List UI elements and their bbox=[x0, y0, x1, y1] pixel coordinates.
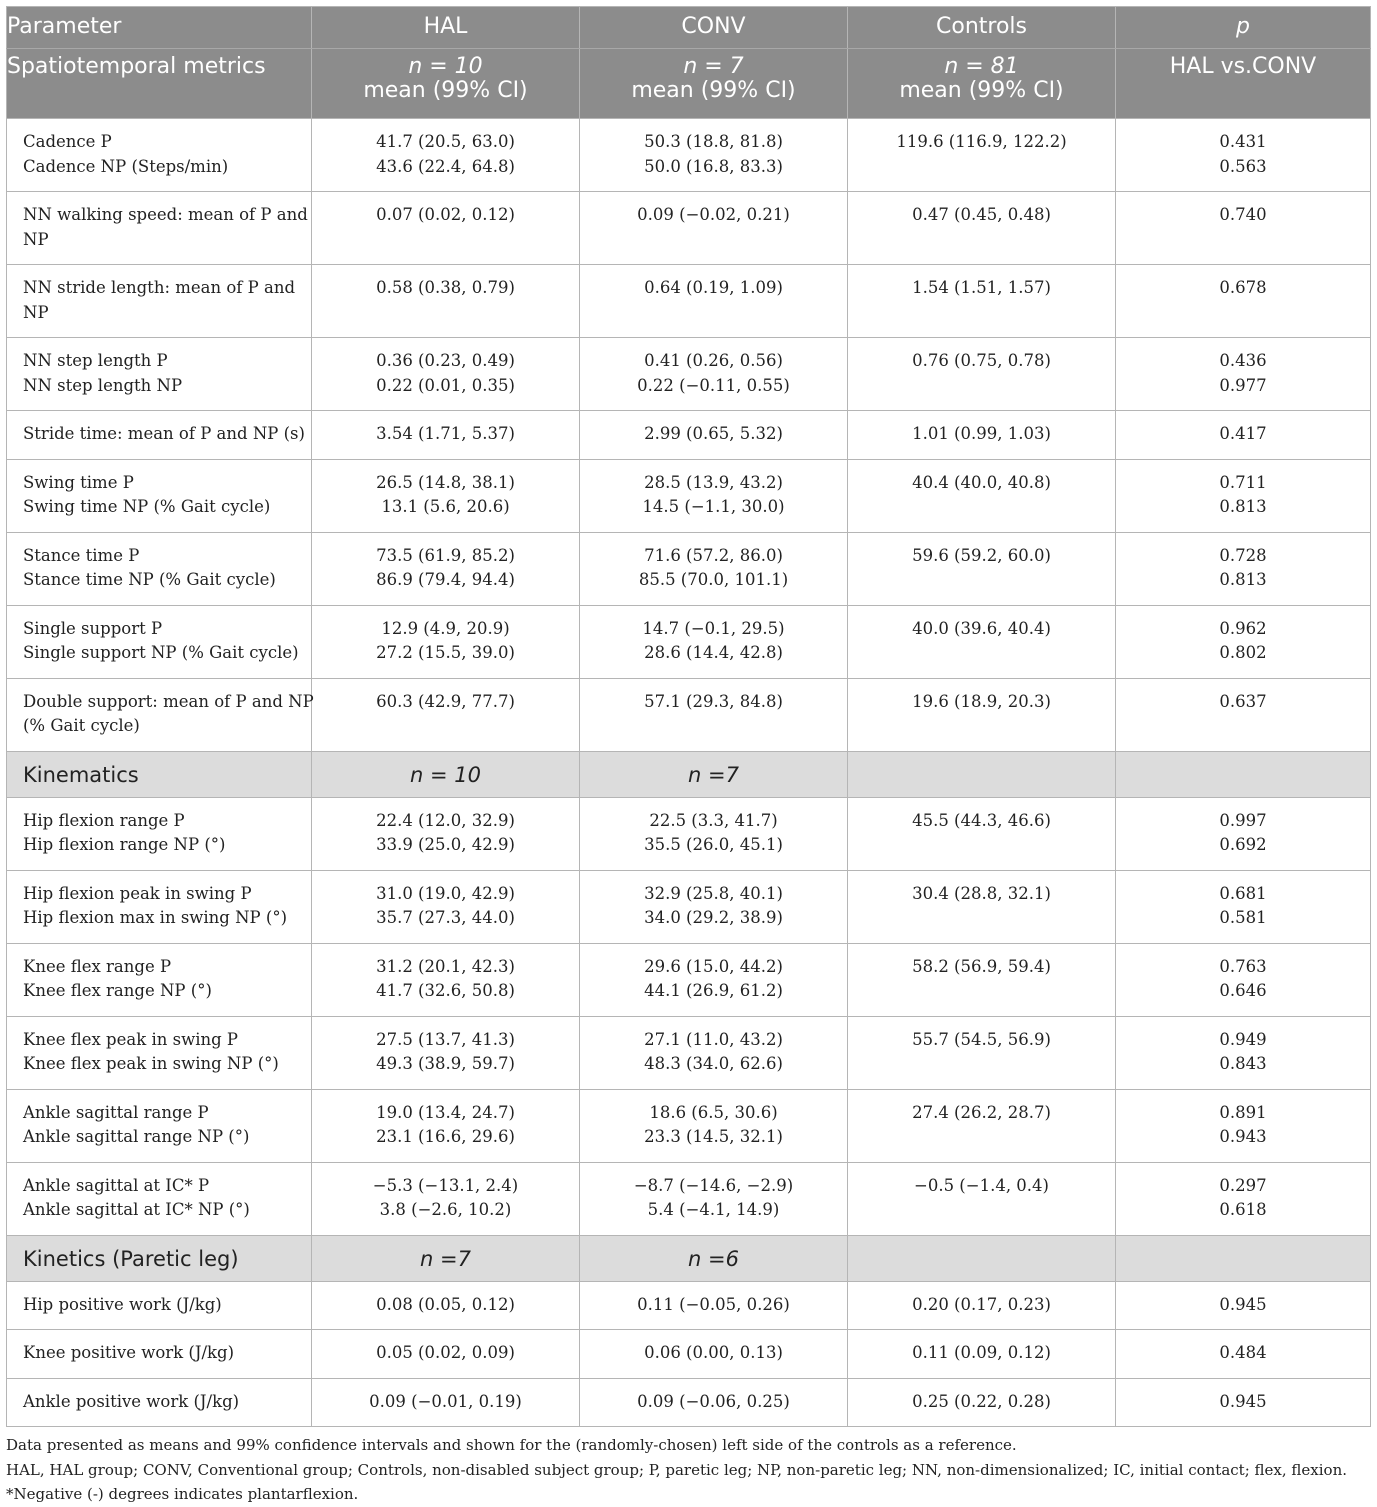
p-value: 0.945 bbox=[1219, 1294, 1267, 1314]
param-value: Single support P bbox=[23, 618, 163, 638]
conv-value: 0.22 (−0.11, 0.55) bbox=[637, 375, 790, 395]
hal-cell bbox=[312, 411, 580, 460]
param-cell bbox=[7, 605, 312, 678]
hal-cell bbox=[312, 797, 580, 870]
hal-value: 35.7 (27.3, 44.0) bbox=[376, 908, 515, 927]
table-row bbox=[7, 1162, 1371, 1235]
param-value: NP bbox=[23, 302, 49, 322]
table-notes bbox=[6, 1433, 1370, 1507]
conv-value: 85.5 (70.0, 101.1) bbox=[638, 570, 789, 589]
p-cell bbox=[1116, 1378, 1371, 1427]
controls-value: 119.6 (116.9, 122.2) bbox=[896, 132, 1067, 151]
hal-value: 26.5 (14.8, 38.1) bbox=[376, 472, 515, 492]
param-value: Ankle positive work (J/kg) bbox=[23, 1391, 240, 1411]
header-section-spatiotemporal: Spatiotemporal metrics bbox=[7, 49, 312, 119]
param-cell bbox=[7, 338, 312, 411]
hal-cell bbox=[312, 678, 580, 751]
p-value: 0.728 bbox=[1219, 545, 1267, 565]
param-cell bbox=[7, 192, 312, 265]
conv-cell bbox=[580, 943, 848, 1016]
param-value: Hip flexion range NP (°) bbox=[23, 835, 226, 854]
header-controls-stats bbox=[848, 49, 1116, 119]
hal-value: 19.0 (13.4, 24.7) bbox=[376, 1102, 515, 1122]
hal-value: 22.4 (12.0, 32.9) bbox=[376, 810, 515, 830]
param-value: Stance time NP (% Gait cycle) bbox=[23, 570, 276, 589]
hal-value: 0.05 (0.02, 0.09) bbox=[376, 1343, 515, 1362]
conv-value: 0.64 (0.19, 1.09) bbox=[644, 278, 783, 297]
conv-value: 23.3 (14.5, 32.1) bbox=[644, 1127, 783, 1146]
p-value: 0.637 bbox=[1219, 691, 1267, 711]
hal-cell bbox=[312, 870, 580, 943]
p-value: 0.813 bbox=[1219, 497, 1267, 516]
hal-value: 12.9 (4.9, 20.9) bbox=[381, 618, 510, 638]
p-cell bbox=[1116, 1162, 1371, 1235]
controls-cell bbox=[848, 119, 1116, 192]
conv-value: 0.06 (0.00, 0.13) bbox=[644, 1343, 783, 1362]
p-value: 0.436 bbox=[1219, 351, 1267, 370]
param-cell bbox=[7, 1016, 312, 1089]
param-value: Hip flexion max in swing NP (°) bbox=[23, 908, 288, 927]
section-kinetics bbox=[7, 1235, 1371, 1281]
p-value: 0.646 bbox=[1219, 981, 1267, 1000]
controls-cell bbox=[848, 605, 1116, 678]
table-row bbox=[7, 1330, 1371, 1379]
p-value: 0.962 bbox=[1219, 618, 1267, 638]
p-cell bbox=[1116, 192, 1371, 265]
conv-value: 0.11 (−0.05, 0.26) bbox=[637, 1294, 790, 1314]
param-value: NN step length P bbox=[23, 351, 168, 370]
conv-cell bbox=[580, 265, 848, 338]
conv-value: 14.7 (−0.1, 29.5) bbox=[642, 618, 785, 638]
table-row bbox=[7, 605, 1371, 678]
hal-value: 27.5 (13.7, 41.3) bbox=[376, 1029, 515, 1049]
param-cell bbox=[7, 678, 312, 751]
table-row bbox=[7, 943, 1371, 1016]
controls-cell bbox=[848, 532, 1116, 605]
param-value: Single support NP (% Gait cycle) bbox=[23, 643, 299, 662]
conv-cell bbox=[580, 605, 848, 678]
hal-cell bbox=[312, 532, 580, 605]
p-value: 0.681 bbox=[1219, 883, 1267, 903]
conv-cell bbox=[580, 532, 848, 605]
p-cell bbox=[1116, 1281, 1371, 1330]
param-value: (% Gait cycle) bbox=[23, 716, 140, 735]
param-value: Stride time: mean of P and NP (s) bbox=[23, 424, 305, 443]
p-value: 0.943 bbox=[1219, 1127, 1267, 1146]
hal-value: 0.07 (0.02, 0.12) bbox=[376, 205, 515, 224]
conv-value: 57.1 (29.3, 84.8) bbox=[644, 691, 783, 711]
p-value: 0.692 bbox=[1219, 835, 1267, 854]
table-row bbox=[7, 192, 1371, 265]
table-row bbox=[7, 119, 1371, 192]
hal-value: 3.8 (−2.6, 10.2) bbox=[379, 1200, 512, 1219]
controls-value: 0.76 (0.75, 0.78) bbox=[912, 351, 1051, 370]
hal-cell bbox=[312, 192, 580, 265]
p-value: 0.891 bbox=[1219, 1102, 1267, 1122]
hal-stat: mean (99% CI) bbox=[363, 78, 528, 103]
p-cell bbox=[1116, 1089, 1371, 1162]
conv-value: 0.09 (−0.06, 0.25) bbox=[637, 1391, 790, 1411]
section-kinematics bbox=[7, 751, 1371, 797]
p-value: 0.949 bbox=[1219, 1029, 1267, 1049]
param-cell bbox=[7, 1162, 312, 1235]
conv-cell bbox=[580, 870, 848, 943]
controls-value: 0.47 (0.45, 0.48) bbox=[912, 205, 1051, 224]
param-value: Hip positive work (J/kg) bbox=[23, 1294, 222, 1314]
controls-value: 30.4 (28.8, 32.1) bbox=[912, 883, 1051, 903]
controls-cell bbox=[848, 1330, 1116, 1379]
p-cell bbox=[1116, 870, 1371, 943]
header-parameter: Parameter bbox=[7, 7, 312, 49]
param-cell bbox=[7, 459, 312, 532]
p-cell bbox=[1116, 459, 1371, 532]
p-value: 0.618 bbox=[1219, 1200, 1267, 1219]
p-value: 0.484 bbox=[1219, 1343, 1267, 1362]
conv-cell bbox=[580, 678, 848, 751]
conv-value: 28.6 (14.4, 42.8) bbox=[644, 643, 783, 662]
controls-value: 40.0 (39.6, 40.4) bbox=[912, 618, 1051, 638]
conv-cell bbox=[580, 1378, 848, 1427]
p-value: 0.843 bbox=[1219, 1054, 1267, 1073]
controls-cell bbox=[848, 192, 1116, 265]
param-value: NP bbox=[23, 229, 49, 249]
conv-value: −8.7 (−14.6, −2.9) bbox=[633, 1175, 794, 1195]
table-row bbox=[7, 411, 1371, 460]
p-value: 0.740 bbox=[1219, 205, 1267, 224]
param-value: Hip flexion peak in swing P bbox=[23, 883, 252, 903]
conv-cell bbox=[580, 1330, 848, 1379]
hal-n: n = 10 bbox=[408, 54, 483, 79]
table-row bbox=[7, 532, 1371, 605]
conv-value: 14.5 (−1.1, 30.0) bbox=[642, 497, 785, 516]
conv-value: 18.6 (6.5, 30.6) bbox=[649, 1102, 778, 1122]
conv-cell bbox=[580, 459, 848, 532]
controls-value: 19.6 (18.9, 20.3) bbox=[912, 691, 1051, 711]
param-value: NN stride length: mean of P and bbox=[23, 278, 296, 297]
param-value: Ankle sagittal range NP (°) bbox=[23, 1127, 250, 1146]
p-cell bbox=[1116, 411, 1371, 460]
controls-value: 1.54 (1.51, 1.57) bbox=[912, 278, 1051, 297]
hal-value: 86.9 (79.4, 94.4) bbox=[376, 570, 515, 589]
table-row bbox=[7, 1281, 1371, 1330]
p-cell bbox=[1116, 532, 1371, 605]
controls-value: 1.01 (0.99, 1.03) bbox=[912, 424, 1051, 443]
p-value: 0.417 bbox=[1219, 424, 1267, 443]
p-cell bbox=[1116, 338, 1371, 411]
param-value: Hip flexion range P bbox=[23, 810, 185, 830]
hal-value: 43.6 (22.4, 64.8) bbox=[376, 156, 515, 176]
p-value: 0.977 bbox=[1219, 375, 1267, 395]
param-value: Swing time NP (% Gait cycle) bbox=[23, 497, 271, 516]
conv-value: 50.3 (18.8, 81.8) bbox=[644, 132, 783, 151]
hal-value: 31.2 (20.1, 42.3) bbox=[376, 956, 515, 976]
note: *Negative (-) degrees indicates plantarflexion. bbox=[6, 1485, 359, 1503]
param-cell bbox=[7, 1089, 312, 1162]
controls-stat: mean (99% CI) bbox=[899, 78, 1064, 103]
hal-value: 0.58 (0.38, 0.79) bbox=[376, 278, 515, 297]
table-row bbox=[7, 1378, 1371, 1427]
controls-cell bbox=[848, 265, 1116, 338]
param-cell bbox=[7, 411, 312, 460]
p-value: 0.711 bbox=[1219, 472, 1267, 492]
hal-value: 49.3 (38.9, 59.7) bbox=[376, 1054, 515, 1073]
controls-cell bbox=[848, 943, 1116, 1016]
conv-cell bbox=[580, 338, 848, 411]
section-label: Kinetics (Paretic leg) bbox=[7, 1235, 312, 1281]
param-value: Ankle sagittal at IC* P bbox=[23, 1175, 210, 1195]
hal-cell bbox=[312, 1162, 580, 1235]
table-row bbox=[7, 870, 1371, 943]
controls-value: 55.7 (54.5, 56.9) bbox=[912, 1029, 1051, 1049]
hal-cell bbox=[312, 1016, 580, 1089]
p-cell bbox=[1116, 1330, 1371, 1379]
header-controls: Controls bbox=[848, 7, 1116, 49]
hal-value: 13.1 (5.6, 20.6) bbox=[381, 497, 510, 516]
hal-cell bbox=[312, 1281, 580, 1330]
hal-cell bbox=[312, 265, 580, 338]
p-value: 0.297 bbox=[1219, 1175, 1267, 1195]
p-value: 0.431 bbox=[1219, 132, 1267, 151]
controls-cell bbox=[848, 1016, 1116, 1089]
param-value: Knee flex peak in swing P bbox=[23, 1029, 239, 1049]
param-cell bbox=[7, 943, 312, 1016]
hal-cell bbox=[312, 459, 580, 532]
conv-cell bbox=[580, 797, 848, 870]
hal-value: 23.1 (16.6, 29.6) bbox=[376, 1127, 515, 1146]
hal-value: 60.3 (42.9, 77.7) bbox=[376, 691, 515, 711]
p-cell bbox=[1116, 605, 1371, 678]
controls-value: 59.6 (59.2, 60.0) bbox=[912, 545, 1051, 565]
param-cell bbox=[7, 265, 312, 338]
controls-value: 27.4 (26.2, 28.7) bbox=[912, 1102, 1051, 1122]
param-value: NN walking speed: mean of P and bbox=[23, 205, 308, 224]
conv-n: n = 7 bbox=[683, 54, 744, 79]
p-value: 0.813 bbox=[1219, 570, 1267, 589]
param-value: Knee flex range NP (°) bbox=[23, 981, 212, 1000]
param-value: Double support: mean of P and NP bbox=[23, 691, 314, 711]
section-conv-n: n =7 bbox=[580, 751, 848, 797]
param-cell bbox=[7, 119, 312, 192]
conv-value: 27.1 (11.0, 43.2) bbox=[644, 1029, 783, 1049]
section-empty bbox=[1116, 1235, 1371, 1281]
hal-value: 0.09 (−0.01, 0.19) bbox=[369, 1391, 522, 1411]
hal-value: −5.3 (−13.1, 2.4) bbox=[372, 1175, 519, 1195]
param-cell bbox=[7, 797, 312, 870]
hal-cell bbox=[312, 1330, 580, 1379]
param-value: Ankle sagittal range P bbox=[23, 1102, 209, 1122]
table-header bbox=[7, 7, 1371, 119]
p-cell bbox=[1116, 797, 1371, 870]
hal-cell bbox=[312, 119, 580, 192]
param-value: Cadence P bbox=[23, 132, 112, 151]
section-label: Kinematics bbox=[7, 751, 312, 797]
hal-value: 0.08 (0.05, 0.12) bbox=[376, 1294, 515, 1314]
results-table bbox=[6, 6, 1371, 1427]
param-value: Knee positive work (J/kg) bbox=[23, 1343, 235, 1362]
controls-cell bbox=[848, 870, 1116, 943]
p-value: 0.678 bbox=[1219, 278, 1267, 297]
header-p: p bbox=[1116, 7, 1371, 49]
param-cell bbox=[7, 1378, 312, 1427]
param-cell bbox=[7, 870, 312, 943]
p-value: 0.581 bbox=[1219, 908, 1267, 927]
hal-value: 41.7 (32.6, 50.8) bbox=[376, 981, 515, 1000]
section-empty bbox=[1116, 751, 1371, 797]
section-empty bbox=[848, 751, 1116, 797]
p-value: 0.997 bbox=[1219, 810, 1267, 830]
table-row bbox=[7, 797, 1371, 870]
param-cell bbox=[7, 1330, 312, 1379]
table-row bbox=[7, 459, 1371, 532]
p-value: 0.945 bbox=[1219, 1391, 1267, 1411]
hal-value: 73.5 (61.9, 85.2) bbox=[376, 545, 515, 565]
hal-value: 27.2 (15.5, 39.0) bbox=[376, 643, 515, 662]
param-value: Cadence NP (Steps/min) bbox=[23, 156, 229, 176]
conv-stat: mean (99% CI) bbox=[631, 78, 796, 103]
conv-value: 0.41 (0.26, 0.56) bbox=[644, 351, 783, 370]
controls-cell bbox=[848, 338, 1116, 411]
hal-value: 33.9 (25.0, 42.9) bbox=[376, 835, 515, 854]
hal-value: 3.54 (1.71, 5.37) bbox=[376, 424, 515, 443]
hal-value: 31.0 (19.0, 42.9) bbox=[376, 883, 515, 903]
param-value: Swing time P bbox=[23, 472, 134, 492]
section-conv-n: n =6 bbox=[580, 1235, 848, 1281]
conv-value: 5.4 (−4.1, 14.9) bbox=[647, 1200, 780, 1219]
conv-value: 48.3 (34.0, 62.6) bbox=[644, 1054, 783, 1073]
controls-cell bbox=[848, 1281, 1116, 1330]
controls-value: 45.5 (44.3, 46.6) bbox=[912, 810, 1051, 830]
controls-value: 0.25 (0.22, 0.28) bbox=[912, 1391, 1051, 1411]
table-row bbox=[7, 678, 1371, 751]
p-cell bbox=[1116, 678, 1371, 751]
conv-value: 2.99 (0.65, 5.32) bbox=[644, 424, 783, 443]
section-hal-n: n = 10 bbox=[312, 751, 580, 797]
controls-cell bbox=[848, 797, 1116, 870]
header-comparison: HAL vs.CONV bbox=[1116, 49, 1371, 119]
conv-value: 35.5 (26.0, 45.1) bbox=[644, 835, 783, 854]
p-cell bbox=[1116, 1016, 1371, 1089]
hal-value: 41.7 (20.5, 63.0) bbox=[376, 132, 515, 151]
hal-value: 0.36 (0.23, 0.49) bbox=[376, 351, 515, 370]
param-cell bbox=[7, 532, 312, 605]
table-row bbox=[7, 1089, 1371, 1162]
conv-cell bbox=[580, 119, 848, 192]
p-value: 0.563 bbox=[1219, 156, 1267, 176]
controls-cell bbox=[848, 1089, 1116, 1162]
table-row bbox=[7, 1016, 1371, 1089]
conv-value: 0.09 (−0.02, 0.21) bbox=[637, 205, 790, 224]
conv-cell bbox=[580, 1016, 848, 1089]
controls-cell bbox=[848, 1162, 1116, 1235]
param-value: Knee flex range P bbox=[23, 956, 172, 976]
param-value: Ankle sagittal at IC* NP (°) bbox=[23, 1200, 250, 1219]
conv-value: 22.5 (3.3, 41.7) bbox=[649, 810, 778, 830]
hal-cell bbox=[312, 338, 580, 411]
header-hal-stats bbox=[312, 49, 580, 119]
conv-value: 71.6 (57.2, 86.0) bbox=[644, 545, 783, 565]
hal-cell bbox=[312, 1089, 580, 1162]
conv-value: 44.1 (26.9, 61.2) bbox=[644, 981, 783, 1000]
table-row bbox=[7, 338, 1371, 411]
p-cell bbox=[1116, 119, 1371, 192]
section-empty bbox=[848, 1235, 1116, 1281]
hal-cell bbox=[312, 943, 580, 1016]
note: HAL, HAL group; CONV, Conventional group; Controls, non-disabled subject group; P, paretic leg; NP, non-paretic leg; NN, non-dimensionalized; IC, initial contact; flex, flexion. bbox=[6, 1460, 1347, 1479]
controls-value: 0.20 (0.17, 0.23) bbox=[912, 1294, 1051, 1314]
hal-cell bbox=[312, 605, 580, 678]
controls-cell bbox=[848, 459, 1116, 532]
controls-value: 0.11 (0.09, 0.12) bbox=[912, 1343, 1051, 1362]
conv-value: 34.0 (29.2, 38.9) bbox=[644, 908, 783, 927]
param-cell bbox=[7, 1281, 312, 1330]
p-value: 0.802 bbox=[1219, 643, 1267, 662]
header-conv-stats bbox=[580, 49, 848, 119]
conv-cell bbox=[580, 192, 848, 265]
table-body bbox=[7, 119, 1371, 1427]
conv-cell bbox=[580, 1162, 848, 1235]
controls-cell bbox=[848, 678, 1116, 751]
p-value: 0.763 bbox=[1219, 956, 1267, 976]
table-row bbox=[7, 265, 1371, 338]
conv-cell bbox=[580, 1281, 848, 1330]
conv-cell bbox=[580, 1089, 848, 1162]
section-hal-n: n =7 bbox=[312, 1235, 580, 1281]
p-cell bbox=[1116, 943, 1371, 1016]
controls-value: 58.2 (56.9, 59.4) bbox=[912, 956, 1051, 976]
param-value: NN step length NP bbox=[23, 375, 183, 395]
conv-value: 28.5 (13.9, 43.2) bbox=[644, 472, 783, 492]
hal-value: 0.22 (0.01, 0.35) bbox=[376, 375, 515, 395]
header-hal: HAL bbox=[312, 7, 580, 49]
controls-value: 40.4 (40.0, 40.8) bbox=[912, 472, 1051, 492]
param-value: Knee flex peak in swing NP (°) bbox=[23, 1054, 279, 1073]
conv-value: 32.9 (25.8, 40.1) bbox=[644, 883, 783, 903]
conv-value: 29.6 (15.0, 44.2) bbox=[644, 956, 783, 976]
table-page bbox=[6, 6, 1370, 1507]
conv-value: 50.0 (16.8, 83.3) bbox=[644, 156, 783, 176]
controls-n: n = 81 bbox=[944, 54, 1019, 79]
controls-value: −0.5 (−1.4, 0.4) bbox=[914, 1175, 1049, 1195]
conv-cell bbox=[580, 411, 848, 460]
header-conv: CONV bbox=[580, 7, 848, 49]
controls-cell bbox=[848, 411, 1116, 460]
controls-cell bbox=[848, 1378, 1116, 1427]
p-cell bbox=[1116, 265, 1371, 338]
note: Data presented as means and 99% confidence intervals and shown for the (randomly-chosen) left side of the controls as a reference. bbox=[6, 1436, 1017, 1454]
param-value: Stance time P bbox=[23, 545, 140, 565]
hal-cell bbox=[312, 1378, 580, 1427]
